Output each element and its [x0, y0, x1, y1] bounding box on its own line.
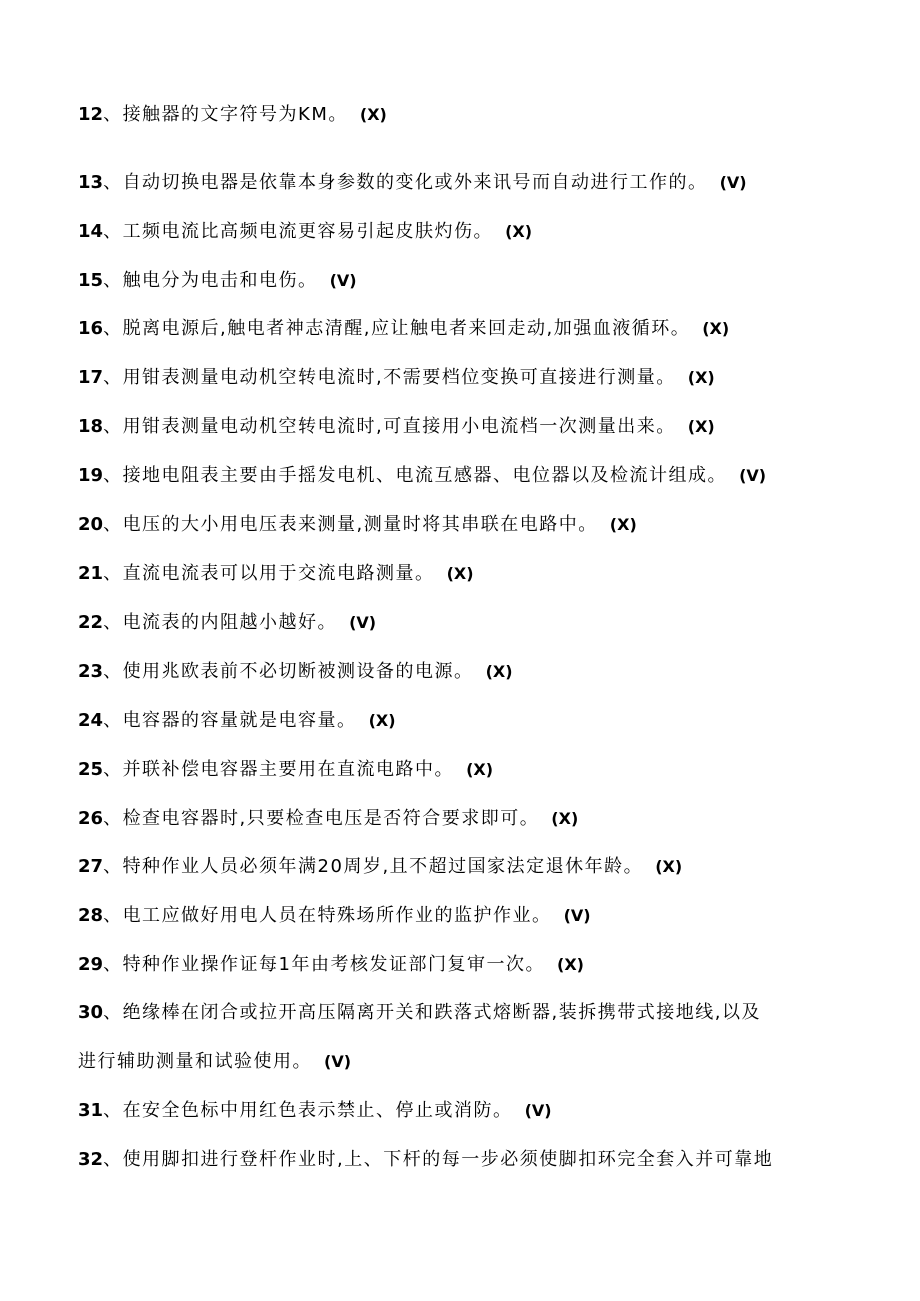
question-text: 直流电流表可以用于交流电路测量。 [122, 563, 435, 584]
question-separator: 、 [103, 612, 123, 633]
question-text: 用钳表测量电动机空转电流时,不需要档位变换可直接进行测量。 [122, 367, 676, 388]
question-separator: 、 [103, 759, 123, 780]
question-answer: (X) [466, 760, 494, 779]
question-text: 并联补偿电容器主要用在直流电路中。 [122, 759, 455, 780]
question-separator: 、 [103, 221, 123, 242]
question-text: 工频电流比高频电流更容易引起皮肤灼伤。 [122, 221, 494, 242]
question-item [78, 706, 868, 736]
question-text: 使用脚扣进行登杆作业时,上、下杆的每一步必须使脚扣环完全套入并可靠地 [122, 1149, 774, 1170]
question-separator: 、 [103, 1149, 123, 1170]
question-item [78, 168, 868, 198]
question-text-line2: 进行辅助测量和试验使用。 [78, 1051, 312, 1072]
question-item [78, 266, 868, 296]
question-separator: 、 [103, 856, 123, 877]
question-item [78, 1096, 868, 1126]
question-item [78, 510, 868, 540]
question-text-line1: 绝缘棒在闭合或拉开高压隔离开关和跌落式熔断器,装拆携带式接地线,以及 [122, 1002, 762, 1023]
question-number: 12 [78, 104, 104, 125]
question-number: 19 [78, 465, 104, 486]
question-item [78, 412, 868, 442]
question-number: 16 [78, 318, 104, 339]
question-separator: 、 [103, 710, 123, 731]
question-text: 触电分为电击和电伤。 [122, 270, 318, 291]
question-separator: 、 [103, 954, 123, 975]
question-answer: (X) [368, 711, 396, 730]
question-item [78, 1145, 868, 1175]
question-separator: 、 [103, 563, 123, 584]
question-text: 接触器的文字符号为KM。 [122, 104, 348, 125]
question-number: 29 [78, 954, 104, 975]
question-number: 31 [78, 1100, 104, 1121]
question-number: 28 [78, 905, 104, 926]
question-number: 14 [78, 221, 104, 242]
question-item [78, 559, 868, 589]
question-answer: (V) [524, 1101, 552, 1120]
question-text: 电容器的容量就是电容量。 [122, 710, 357, 731]
question-answer: (X) [505, 222, 533, 241]
question-answer: (X) [446, 564, 474, 583]
question-answer: (X) [485, 662, 513, 681]
question-number: 20 [78, 514, 104, 535]
question-separator: 、 [103, 416, 123, 437]
question-text: 特种作业人员必须年满20周岁,且不超过国家法定退休年龄。 [122, 856, 644, 877]
question-number: 13 [78, 172, 104, 193]
question-answer: (V) [563, 906, 591, 925]
question-text: 在安全色标中用红色表示禁止、停止或消防。 [122, 1100, 513, 1121]
question-answer: (V) [739, 466, 767, 485]
question-continuation [78, 1047, 868, 1077]
question-answer: (X) [655, 857, 683, 876]
question-item [78, 657, 868, 687]
question-answer: (V) [324, 1052, 352, 1071]
question-separator: 、 [103, 514, 123, 535]
question-separator: 、 [103, 104, 123, 125]
question-number: 24 [78, 710, 104, 731]
question-answer: (V) [329, 271, 357, 290]
question-answer: (V) [349, 613, 377, 632]
question-text: 电工应做好用电人员在特殊场所作业的监护作业。 [122, 905, 552, 926]
question-answer: (X) [359, 105, 387, 124]
question-text: 脱离电源后,触电者神志清醒,应让触电者来回走动,加强血液循环。 [122, 318, 691, 339]
question-text: 特种作业操作证每1年由考核发证部门复审一次。 [122, 954, 546, 975]
question-text: 使用兆欧表前不必切断被测设备的电源。 [122, 661, 474, 682]
question-text: 电压的大小用电压表来测量,测量时将其串联在电路中。 [122, 514, 598, 535]
question-number: 17 [78, 367, 104, 388]
question-number: 22 [78, 612, 104, 633]
question-item [78, 804, 868, 834]
question-separator: 、 [103, 465, 123, 486]
question-answer: (X) [702, 319, 730, 338]
question-text: 检查电容器时,只要检查电压是否符合要求即可。 [122, 808, 540, 829]
question-number: 15 [78, 270, 104, 291]
question-answer: (V) [719, 173, 747, 192]
question-separator: 、 [103, 318, 123, 339]
question-item [78, 608, 868, 638]
question-answer: (X) [557, 955, 584, 974]
question-answer: (X) [687, 368, 715, 387]
question-separator: 、 [103, 172, 123, 193]
question-answer: (X) [609, 515, 637, 534]
question-text: 电流表的内阻越小越好。 [122, 612, 338, 633]
question-item [78, 314, 868, 344]
question-number: 25 [78, 759, 104, 780]
question-text: 自动切换电器是依靠本身参数的变化或外来讯号而自动进行工作的。 [122, 172, 708, 193]
question-item [78, 950, 868, 980]
question-separator: 、 [103, 808, 123, 829]
question-text: 用钳表测量电动机空转电流时,可直接用小电流档一次测量出来。 [122, 416, 676, 437]
question-number: 21 [78, 563, 104, 584]
question-text: 接地电阻表主要由手摇发电机、电流互感器、电位器以及检流计组成。 [122, 465, 728, 486]
question-number: 26 [78, 808, 104, 829]
question-item [78, 461, 868, 491]
question-number: 23 [78, 661, 104, 682]
question-item [78, 901, 868, 931]
question-number: 18 [78, 416, 104, 437]
question-item [78, 100, 868, 130]
question-separator: 、 [103, 367, 123, 388]
question-item [78, 998, 868, 1028]
question-separator: 、 [103, 661, 123, 682]
question-separator: 、 [103, 270, 123, 291]
question-answer: (X) [551, 809, 579, 828]
question-answer: (X) [687, 417, 715, 436]
question-item [78, 852, 868, 882]
question-separator: 、 [103, 1002, 123, 1023]
question-item [78, 363, 868, 393]
question-number: 30 [78, 1002, 104, 1023]
question-item [78, 755, 868, 785]
question-separator: 、 [103, 1100, 123, 1121]
question-separator: 、 [103, 905, 123, 926]
question-number: 32 [78, 1149, 104, 1170]
question-number: 27 [78, 856, 104, 877]
question-item [78, 217, 868, 247]
